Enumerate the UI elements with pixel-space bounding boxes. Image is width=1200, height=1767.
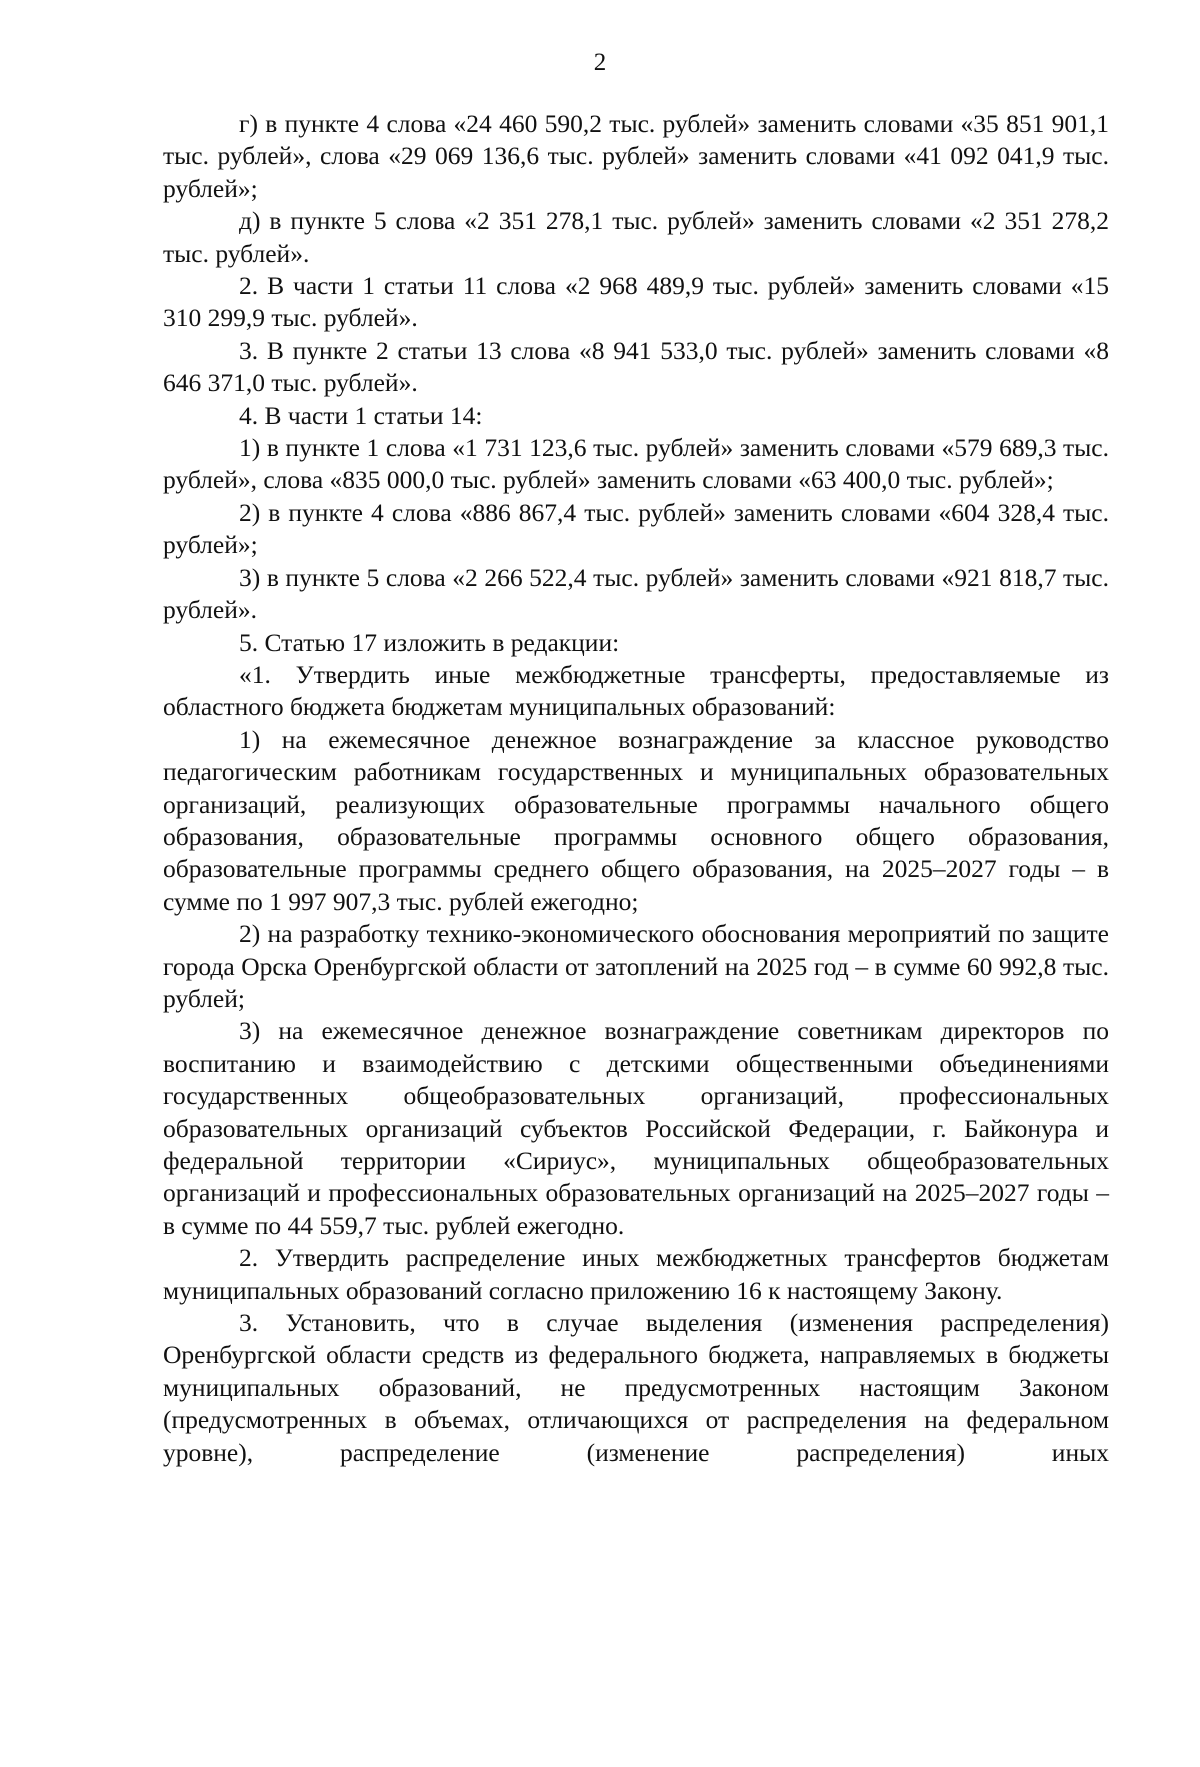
article-17-item-1: 1) на ежемесячное денежное вознаграждение за классное руководство педагогическим работникам государственных и муниципальных образовательных организаций, реализующих образовательные программы начального общего образования, образовательные программы основного общего образования, образовательные программы среднего общего образования, на 2025–2027 годы – в сумме по 1 997 907,3 тыс. рублей ежегодно; bbox=[163, 724, 1109, 916]
paragraph-3: 3. В пункте 2 статьи 13 слова «8 941 533,0 тыс. рублей» заменить словами «8 646 371,0 тыс. рублей». bbox=[163, 335, 1109, 398]
page-number: 2 bbox=[593, 49, 607, 76]
document-body bbox=[163, 108, 1109, 1469]
article-17-item-3: 3) на ежемесячное денежное вознаграждение советникам директоров по воспитанию и взаимодействию с детскими общественными объединениями государственных общеобразовательных организаций, профессиональных образовательных организаций субъектов Российской Федерации, г. Байконура и федеральной территории «Сириус», муниципальных общеобразовательных организаций и профессиональных образовательных организаций на 2025–2027 годы – в сумме по 44 559,7 тыс. рублей ежегодно. bbox=[163, 1016, 1109, 1240]
paragraph-item-g: г) в пункте 4 слова «24 460 590,2 тыс. рублей» заменить словами «35 851 901,1 тыс. рублей», слова «29 069 136,6 тыс. рублей» заменить словами «41 092 041,9 тыс. рублей»; bbox=[163, 109, 1109, 203]
paragraph-item-d: д) в пункте 5 слова «2 351 278,1 тыс. рублей» заменить словами «2 351 278,2 тыс. рублей». bbox=[163, 206, 1109, 268]
article-17-item-2: 2) на разработку технико-экономического обоснования мероприятий по защите города Орска Оренбургской области от затоплений на 2025 год – в сумме 60 992,8 тыс. рублей; bbox=[163, 919, 1109, 1013]
paragraph-4-2: 2) в пункте 4 слова «886 867,4 тыс. рублей» заменить словами «604 328,4 тыс. рублей»; bbox=[163, 497, 1109, 560]
paragraph-2: 2. В части 1 статьи 11 слова «2 968 489,9 тыс. рублей» заменить словами «15 310 299,9 тыс. рублей». bbox=[163, 271, 1109, 333]
paragraph-4-1: 1) в пункте 1 слова «1 731 123,6 тыс. рублей» заменить словами «579 689,3 тыс. рублей», слова «835 000,0 тыс. рублей» заменить словами «63 400,0 тыс. рублей»; bbox=[163, 433, 1109, 495]
article-17-part-3: 3. Установить, что в случае выделения (изменения распределения) Оренбургской области средств из федерального бюджета, направляемых в бюджеты муниципальных образований, не предусмотренных настоящим Законом (предусмотренных в объемах, отличающихся от распределения на федеральном уровне), распределение (изменение распределения) иных bbox=[163, 1308, 1109, 1467]
article-17-part-2: 2. Утвердить распределение иных межбюджетных трансфертов бюджетам муниципальных образований согласно приложению 16 к настоящему Закону. bbox=[163, 1243, 1109, 1305]
paragraph-4-3: 3) в пункте 5 слова «2 266 522,4 тыс. рублей» заменить словами «921 818,7 тыс. рублей». bbox=[163, 562, 1109, 625]
paragraph-4: 4. В части 1 статьи 14: bbox=[239, 400, 483, 430]
article-17-part-1: «1. Утвердить иные межбюджетные трансферты, предоставляемые из областного бюджета бюджетам муниципальных образований: bbox=[163, 659, 1109, 722]
paragraph-5: 5. Статью 17 изложить в редакции: bbox=[239, 627, 620, 657]
